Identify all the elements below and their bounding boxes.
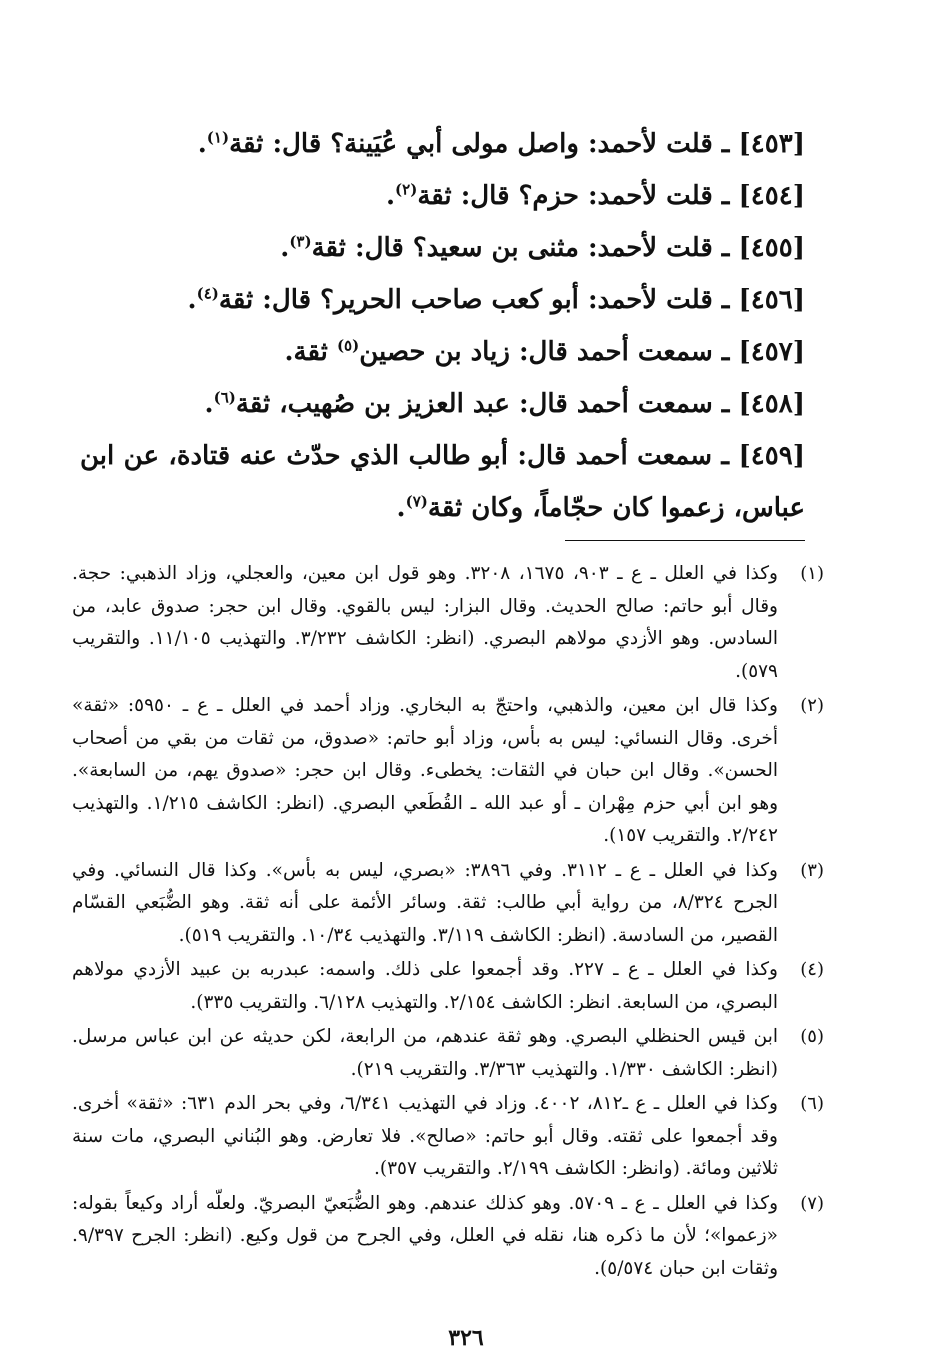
entry-458 <box>80 378 805 430</box>
entry-end: . <box>204 389 214 419</box>
entry-text: [٤٥٤] ـ قلت لأحمد: حزم؟ قال: ثقة <box>417 181 805 211</box>
entry-455 <box>80 222 805 274</box>
entry-text: [٤٥٧] ـ سمعت أحمد قال: زياد بن حصين <box>359 337 805 367</box>
footnote-separator <box>565 540 805 541</box>
footnote-text: وكذا في العلل ـ ع ـ ٥٧٠٩. وهو كذلك عندهم. وهو الضُّبَعيّ البصريّ. ولعلّه أراد وكيعاً بقوله: «زعموا»؛ لأن ما ذكره هنا، نقله في العلل، وفي الجرح من قول وكيع. (انظر: الجرح ٩/٣٩٧. وثقات ابن حبان ٥/٥٧٤). <box>72 1192 779 1279</box>
footnote-1 <box>72 558 824 688</box>
footnote-7 <box>72 1188 824 1286</box>
entry-end: . <box>385 181 396 211</box>
entry-text: [٤٥٥] ـ قلت لأحمد: مثنى بن سعيد؟ قال: ثقة <box>311 233 805 263</box>
footnote-number: (١) <box>800 563 824 584</box>
footnote-text: وكذا قال ابن معين، والذهبي، واحتجّ به البخاري. وزاد أحمد في العلل ـ ع ـ ٥٩٥٠: «ثقة» أخرى. وقال النسائي: ليس به بأس، وزاد أبو حاتم: «صدوق، من ثقات من بقي من أصحاب الحسن». وقال ابن حبان في الثقات: يخطىء. وقال ابن حجر: «صدوق يهم، من السابعة». وهو ابن أبي حزم مِهْران ـ أو عبد الله ـ القُطَعي البصري. (انظر: الكاشف ١/٢١٥. والتهذيب ٢/٢٤٢. والتقريب ١٥٧). <box>72 695 779 846</box>
footnote-number: (٥) <box>800 1026 824 1047</box>
footnote-text: وكذا في العلل ـ ع ـ ٣١١٢. وفي ٣٨٩٦: «بصري، ليس به بأس». وكذا قال النسائي. وفي الجرح ٨/٣٢٤، من رواية أبي طالب: ثقة. وسائر الأئمة على أنه ثقة. وهو الضُّبَعي القسّام القصير، من السادسة. (انظر: الكاشف ٣/١١٩. والتهذيب ١٠/٣٤. والتقريب ٥١٩). <box>72 859 778 946</box>
entry-457 <box>80 326 805 378</box>
entry-456 <box>80 274 805 326</box>
footnotes <box>72 558 824 1287</box>
footnote-ref: (٤) <box>196 284 219 303</box>
footnote-ref: (٣) <box>289 232 312 251</box>
entry-454 <box>80 170 805 222</box>
entry-end: . <box>396 493 406 523</box>
footnote-ref: (٧) <box>405 492 428 511</box>
footnote-text: وكذا في العلل ـ ع ـ ٢٢٧. وقد أجمعوا على ذلك. واسمه: عبدربه بن عبيد الأزدي مولاهم البصري، من السابعة. انظر: الكاشف ٢/١٥٤. والتهذيب ٦/١٢٨. والتقريب ٣٣٥). <box>72 959 778 1013</box>
footnote-ref: (٢) <box>395 180 418 199</box>
footnote-ref: (٦) <box>213 388 236 407</box>
footnote-number: (٣) <box>800 859 824 881</box>
footnote-text: وكذا في العلل ـ ع ـ ٩٠٣، ١٦٧٥، ٣٢٠٨. وهو قول ابن معين، والعجلي، وزاد الذهبي: حجة. وقال أبو حاتم: صالح الحديث. وقال البزار: ليس بالقوي. وقال ابن حجر: صدوق عابد، من السادس. وهو الأزدي مولاهم البصري. (انظر: الكاشف ٣/٢٣٢. والتهذيب ١١/١٠٥. والتقريب ٥٧٩). <box>72 563 778 682</box>
footnote-ref: (٥) <box>336 336 360 355</box>
footnote-5 <box>72 1021 824 1086</box>
page-number: ٣٢٦ <box>448 1325 484 1351</box>
entry-459 <box>80 430 805 534</box>
footnote-6 <box>72 1088 824 1186</box>
entry-text: [٤٥٨] ـ سمعت أحمد قال: عبد العزيز بن صُهيب، ثقة <box>235 389 805 419</box>
entry-end: . <box>187 285 197 315</box>
footnote-4 <box>72 954 824 1019</box>
footnote-number: (٤) <box>800 959 824 980</box>
footnote-number: (٧) <box>800 1192 824 1214</box>
footnote-number: (٢) <box>800 695 824 716</box>
footnote-number: (٦) <box>800 1093 824 1114</box>
footnote-3 <box>72 855 824 953</box>
entry-end: . <box>280 233 290 263</box>
entry-text: [٤٥٩] ـ سمعت أحمد قال: أبو طالب الذي حدّث عنه قتادة، عن ابن عباس، زعموا كان حجّاماً، وكان ثقة <box>80 441 805 523</box>
footnote-ref: (١) <box>206 128 230 147</box>
entry-end: . <box>197 129 207 159</box>
entry-text: [٤٥٣] ـ قلت لأحمد: واصل مولى أبي عُيَينة؟ قال: ثقة <box>229 129 805 159</box>
main-text <box>80 118 805 534</box>
footnote-text: ابن قيس الحنظلي البصري. وهو ثقة عندهم، من الرابعة، لكن حديثه عن ابن عباس مرسل. (انظر: الكاشف ١/٣٣٠. والتهذيب ٣/٣٦٣. والتقريب ٢١٩). <box>72 1026 778 1080</box>
entry-text: [٤٥٦] ـ قلت لأحمد: أبو كعب صاحب الحرير؟ قال: ثقة <box>218 285 805 315</box>
entry-end: ثقة. <box>284 337 337 367</box>
footnote-2 <box>72 690 824 853</box>
entry-453 <box>80 118 805 170</box>
footnote-text: وكذا في العلل ـ ع ـ٨١٢، ٤٠٠٢. وزاد في التهذيب ٦/٣٤١، وفي بحر الدم ٦٣١: «ثقة» أخرى. وقد أجمعوا على ثقته. وقال أبو حاتم: «صالح». فلا تعارض. وهو البُناني البصري، مات سنة ثلاثين ومائة. (وانظر: الكاشف ٢/١٩٩. والتقريب ٣٥٧). <box>72 1093 778 1179</box>
